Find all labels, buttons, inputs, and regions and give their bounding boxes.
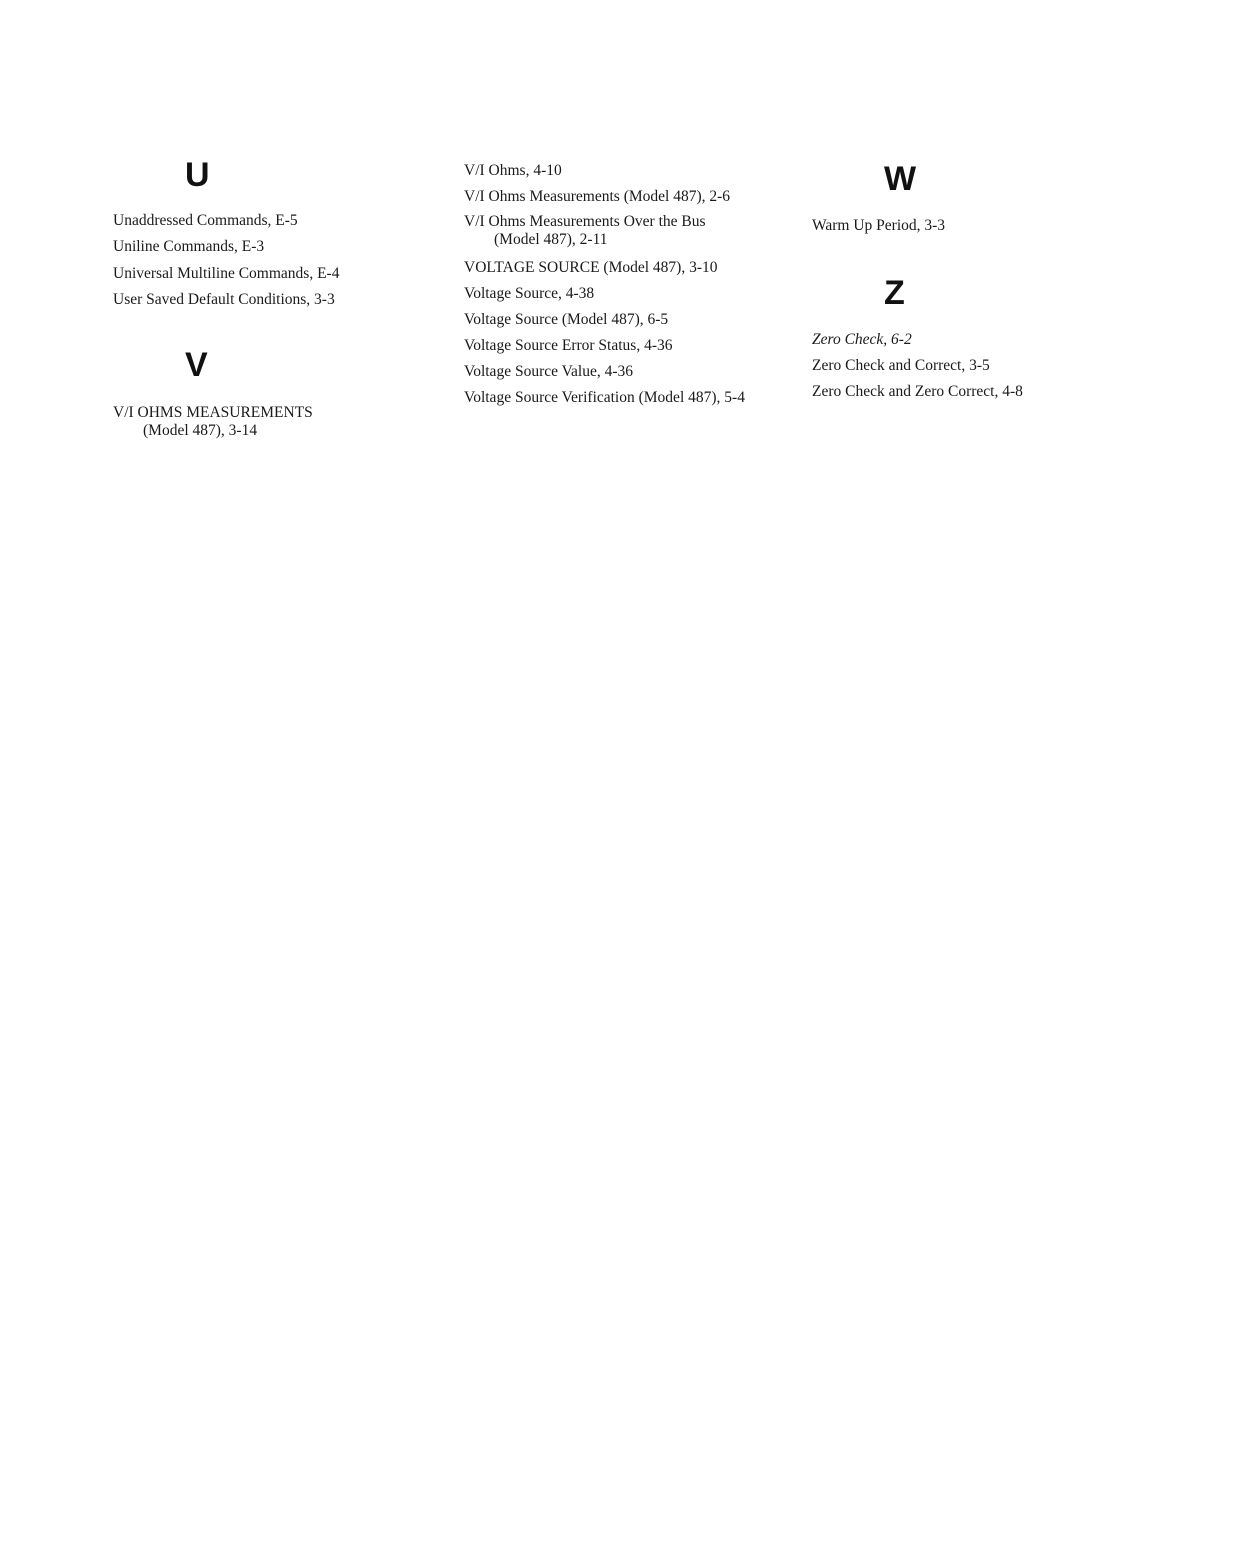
- section-letter-z: Z: [884, 274, 905, 312]
- index-entry-line1: V/I OHMS MEASUREMENTS: [113, 404, 313, 421]
- index-entry: Universal Multiline Commands, E-4: [113, 265, 340, 282]
- index-entry: Zero Check and Correct, 3-5: [812, 357, 990, 374]
- index-entry: V/I Ohms Measurements (Model 487), 2-6: [464, 188, 731, 205]
- index-entry: VOLTAGE SOURCE (Model 487), 3-10: [464, 259, 718, 276]
- index-entry: Zero Check, 6-2: [812, 331, 912, 348]
- index-entry: V/I Ohms, 4-10: [464, 162, 562, 179]
- index-entry: Warm Up Period, 3-3: [812, 217, 946, 234]
- index-entry: Uniline Commands, E-3: [113, 238, 265, 255]
- index-entry: Voltage Source Value, 4-36: [464, 363, 634, 380]
- index-entry: Voltage Source, 4-38: [464, 285, 595, 302]
- index-entry: Voltage Source Error Status, 4-36: [464, 337, 673, 354]
- index-entry: Voltage Source Verification (Model 487), 5-4: [464, 389, 745, 406]
- index-entry: Zero Check and Zero Correct, 4-8: [812, 383, 1023, 400]
- index-entry: [464, 213, 706, 249]
- index-entry: Voltage Source (Model 487), 6-5: [464, 311, 669, 328]
- index-entry: [113, 404, 313, 440]
- index-entry: Unaddressed Commands, E-5: [113, 212, 298, 229]
- section-letter-w: W: [884, 160, 917, 198]
- index-entry: User Saved Default Conditions, 3-3: [113, 291, 335, 308]
- index-entry-line1: V/I Ohms Measurements Over the Bus: [464, 213, 706, 230]
- index-entry-line2: (Model 487), 3-14: [143, 422, 258, 439]
- index-entry-line2: (Model 487), 2-11: [494, 231, 608, 248]
- section-letter-u: U: [185, 156, 210, 194]
- section-letter-v: V: [185, 346, 208, 384]
